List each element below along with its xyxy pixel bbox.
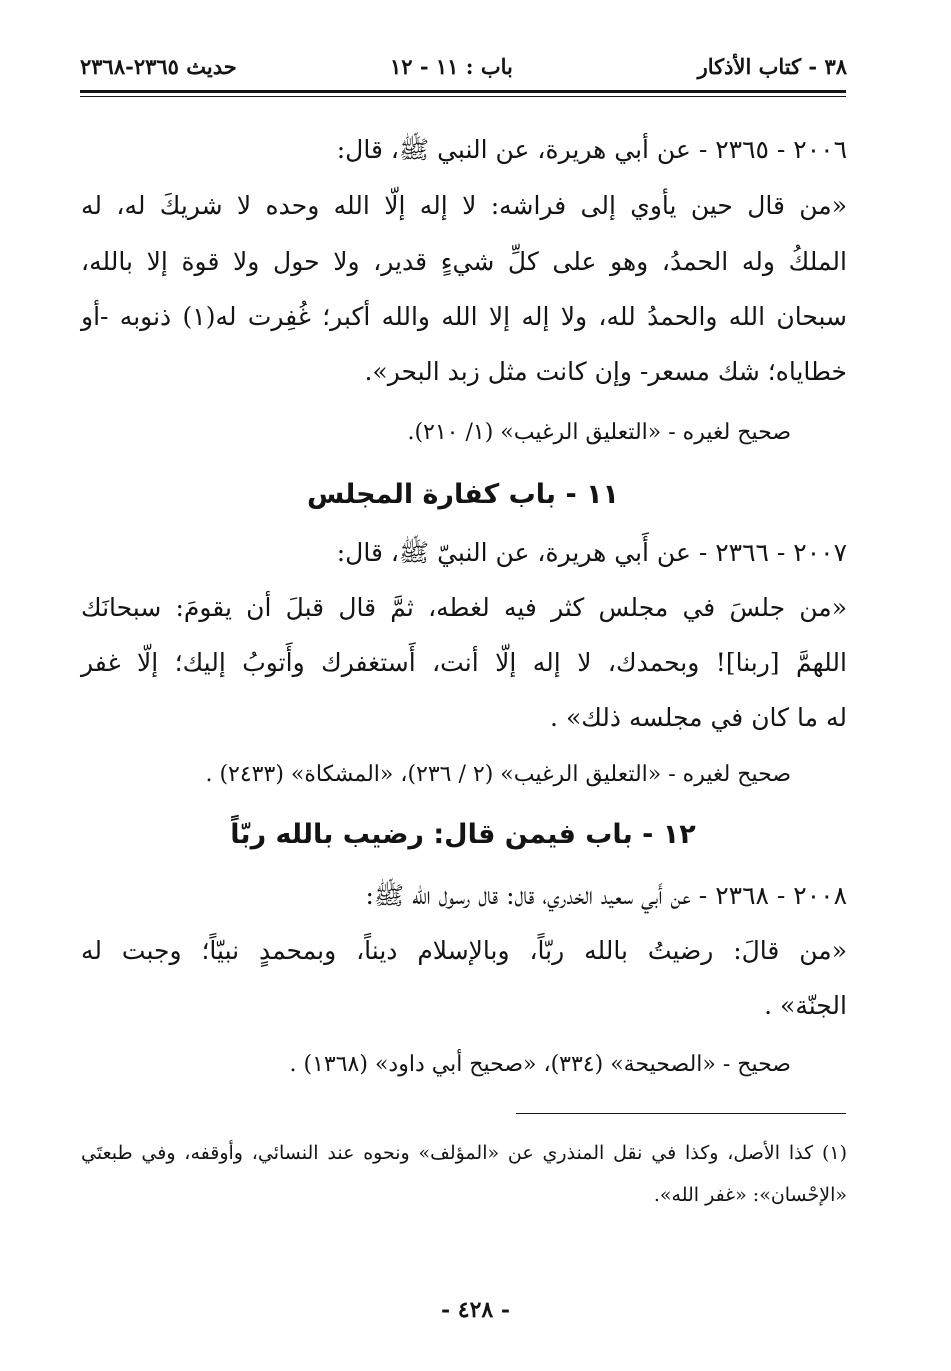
hadith-2008-intro: ٢٠٠٨ - ٢٣٦٨ - عن أَبي سعيد الخدري، قال: قال رسول الله ﷺ: (365, 881, 847, 910)
hadith-2007-line-2: اللهمَّ [ربنا]! وبحمدك، لا إله إلّا أنت، أَستغفرك وأَتوبُ إليك؛ إلّا غفر (81, 648, 847, 677)
hadith-2006-line-1: «من قال حين يأوي إلى فراشه: لا إله إلّا الله وحده لا شريكَ له، له (81, 191, 847, 220)
footnote-separator (516, 1113, 846, 1114)
header-rule-thick (80, 90, 846, 93)
hadith-2008-line-1: «من قالَ: رضيتُ بالله ربّاً، وبالإسلام ديناً، وبمحمدٍ نبيّاً؛ وجبت له (81, 936, 847, 965)
hadith-2007-grade: صحيح لغيره - «التعليق الرغيب» (٢ / ٢٣٦)، «المشكاة» (٢٤٣٣) . (205, 762, 791, 787)
hadith-2006-intro: ٢٠٠٦ - ٢٣٦٥ - عن أبي هريرة، عن النبي ﷺ، قال: (336, 135, 847, 164)
hadith-2006-grade: صحيح لغيره - «التعليق الرغيب» (١/ ٢١٠). (407, 420, 791, 445)
header-book-title: ٣٨ - كتاب الأذكار (697, 54, 847, 79)
hadith-2007-line-3: له ما كان في مجلسه ذلك» . (550, 703, 847, 732)
chapter-11-title: ١١ - باب كفارة المجلس (306, 479, 620, 510)
page-number: - ٤٢٨ - (440, 1297, 511, 1323)
hadith-2007-intro: ٢٠٠٧ - ٢٣٦٦ - عن أَبي هريرة، عن النبيّ ﷺ، قال: (336, 538, 847, 567)
header-chapter-range: باب : ١١ - ١٢ (390, 54, 513, 79)
hadith-2006-line-2: الملكُ وله الحمدُ، وهو على كلِّ شيءٍ قدير، ولا حول ولا قوة إلا بالله، (81, 247, 847, 276)
hadith-2006-line-3: سبحان الله والحمدُ لله، ولا إله إلا الله والله أكبر؛ غُفِرت له(١) ذنوبه -أو (81, 302, 847, 331)
header-hadith-range: حديث ٢٣٦٥-٢٣٦٨ (80, 54, 237, 79)
header-rule-thin (80, 96, 846, 97)
chapter-12-title: ١٢ - باب فيمن قال: رضيب بالله ربّاً (230, 819, 696, 850)
hadith-2008-line-2: الجنّة» . (764, 991, 847, 1020)
footnote-line-1: (١) كذا الأصل، وكذا في نقل المنذري عن «المؤلف» ونحوه عند النسائي، وأوقفه، وفي طبعتَي (81, 1142, 847, 1164)
hadith-2008-grade: صحيح - «الصحيحة» (٣٣٤)، «صحيح أبي داود» (١٣٦٨) . (289, 1052, 791, 1077)
hadith-2006-line-4: خطاياه؛ شك مسعر- وإن كانت مثل زبد البحر». (364, 357, 847, 386)
hadith-2007-line-1: «من جلسَ في مجلس كثر فيه لغطه، ثمَّ قال قبلَ أن يقومَ: سبحانَك (81, 593, 847, 622)
footnote-line-2: «الإحْسان»: «غفر الله». (653, 1184, 847, 1206)
